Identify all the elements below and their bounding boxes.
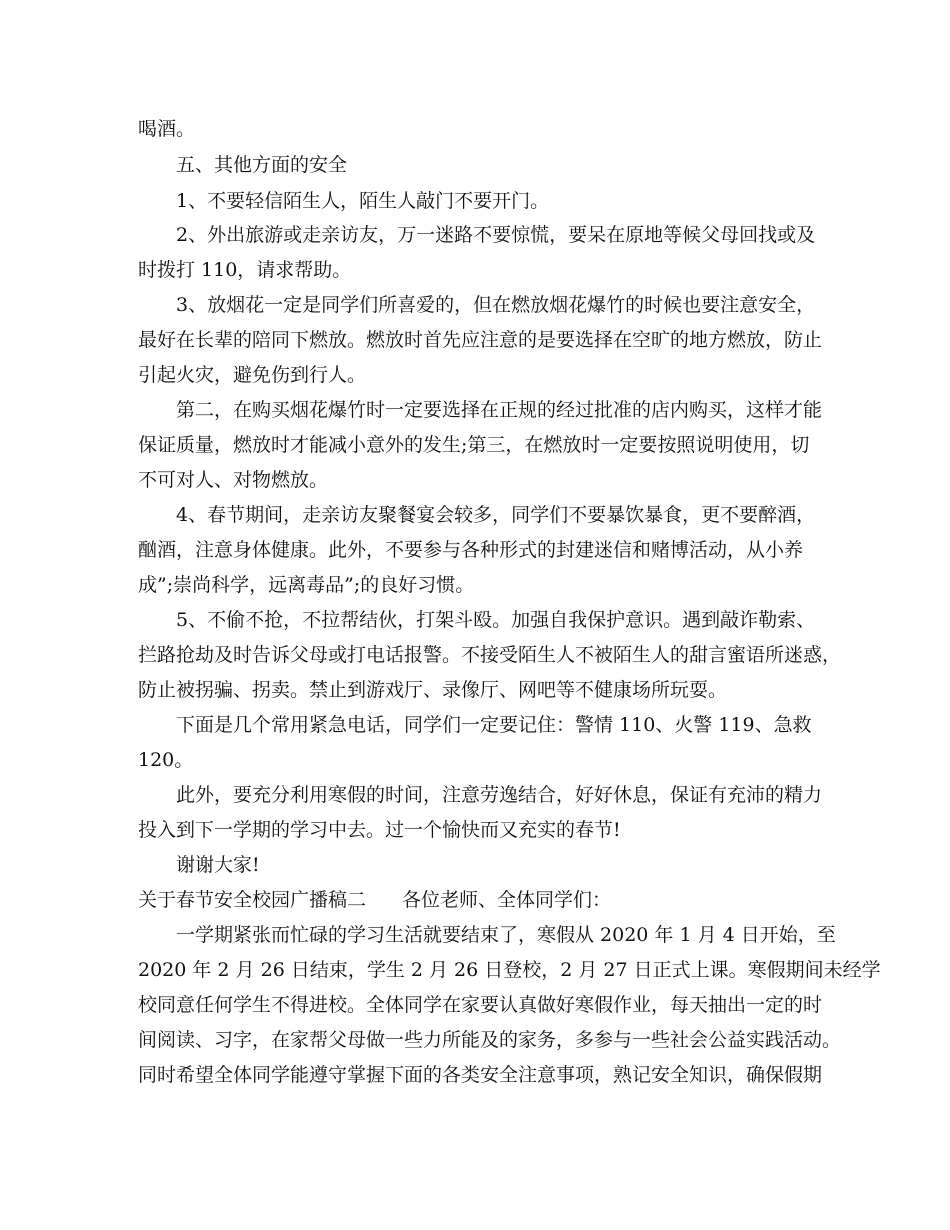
paragraph-line: 酗酒，注意身体健康。此外，不要参与各种形式的封建迷信和赌博活动，从小养 bbox=[138, 539, 804, 561]
paragraph-line: 不可对人、对物燃放。 bbox=[138, 469, 329, 491]
paragraph-line: 喝酒。 bbox=[138, 118, 196, 140]
paragraph-line: 成”;崇尚科学，远离毒品”;的良好习惯。 bbox=[138, 574, 475, 596]
paragraph-line: 2020 年 2 月 26 日结束，学生 2 月 26 日登校，2 月 27 日正式上课。寒假期间未经学 bbox=[138, 959, 881, 981]
salutation: 各位老师、全体同学们： bbox=[402, 889, 612, 911]
paragraph-line: 保证质量，燃放时才能减小意外的发生;第三，在燃放时一定要按照说明使用，切 bbox=[138, 434, 810, 456]
paragraph-line: 下面是几个常用紧急电话，同学们一定要记住：警情 110、火警 119、急救 bbox=[176, 714, 812, 736]
paragraph-line: 拦路抢劫及时告诉父母或打电话报警。不接受陌生人不被陌生人的甜言蜜语所迷惑， bbox=[138, 644, 842, 666]
paragraph-line: 此外，要充分利用寒假的时间，注意劳逸结合，好好休息，保证有充沛的精力 bbox=[176, 784, 823, 806]
paragraph-line: 时拨打 110，请求帮助。 bbox=[138, 259, 352, 281]
paragraph-line: 谢谢大家! bbox=[176, 854, 260, 876]
paragraph-line: 同时希望全体同学能遵守掌握下面的各类安全注意事项，熟记安全知识，确保假期 bbox=[138, 1064, 823, 1086]
paragraph-line: 最好在长辈的陪同下燃放。燃放时首先应注意的是要选择在空旷的地方燃放，防止 bbox=[138, 329, 823, 351]
paragraph-line: 防止被拐骗、拐卖。禁止到游戏厅、录像厅、网吧等不健康场所玩耍。 bbox=[138, 679, 728, 701]
paragraph-line: 5、不偷不抢，不拉帮结伙，打架斗殴。加强自我保护意识。遇到敲诈勒索、 bbox=[176, 609, 816, 631]
paragraph-line: 投入到下一学期的学习中去。过一个愉快而又充实的春节! bbox=[138, 819, 621, 841]
paragraph-line: 2、外出旅游或走亲访友，万一迷路不要惊慌，要呆在原地等候父母回找或及 bbox=[176, 224, 816, 246]
paragraph-line: 间阅读、习字，在家帮父母做一些力所能及的家务，多参与一些社会公益实践活动。 bbox=[138, 1029, 842, 1051]
paragraph-line: 一学期紧张而忙碌的学习生活就要结束了，寒假从 2020 年 1 月 4 日开始，至 bbox=[176, 924, 836, 946]
paragraph-line: 校同意任何学生不得进校。全体同学在家要认真做好寒假作业，每天抽出一定的时 bbox=[138, 994, 823, 1016]
paragraph-line: 4、春节期间，走亲访友聚餐宴会较多，同学们不要暴饮暴食，更不要醉酒， bbox=[176, 504, 816, 526]
paragraph-line: 引起火灾，避免伤到行人。 bbox=[138, 364, 367, 386]
section-heading: 五、其他方面的安全 bbox=[176, 154, 348, 176]
document-title: 关于春节安全校园广播稿二 bbox=[138, 889, 367, 911]
paragraph-line: 第二，在购买烟花爆竹时一定要选择在正规的经过批准的店内购买，这样才能 bbox=[176, 399, 823, 421]
paragraph-line: 1、不要轻信陌生人，陌生人敲门不要开门。 bbox=[176, 190, 550, 212]
paragraph-line: 120。 bbox=[138, 749, 194, 771]
paragraph-line: 3、放烟花一定是同学们所喜爱的，但在燃放烟花爆竹的时候也要注意安全， bbox=[176, 294, 816, 316]
heading-line bbox=[138, 888, 611, 912]
